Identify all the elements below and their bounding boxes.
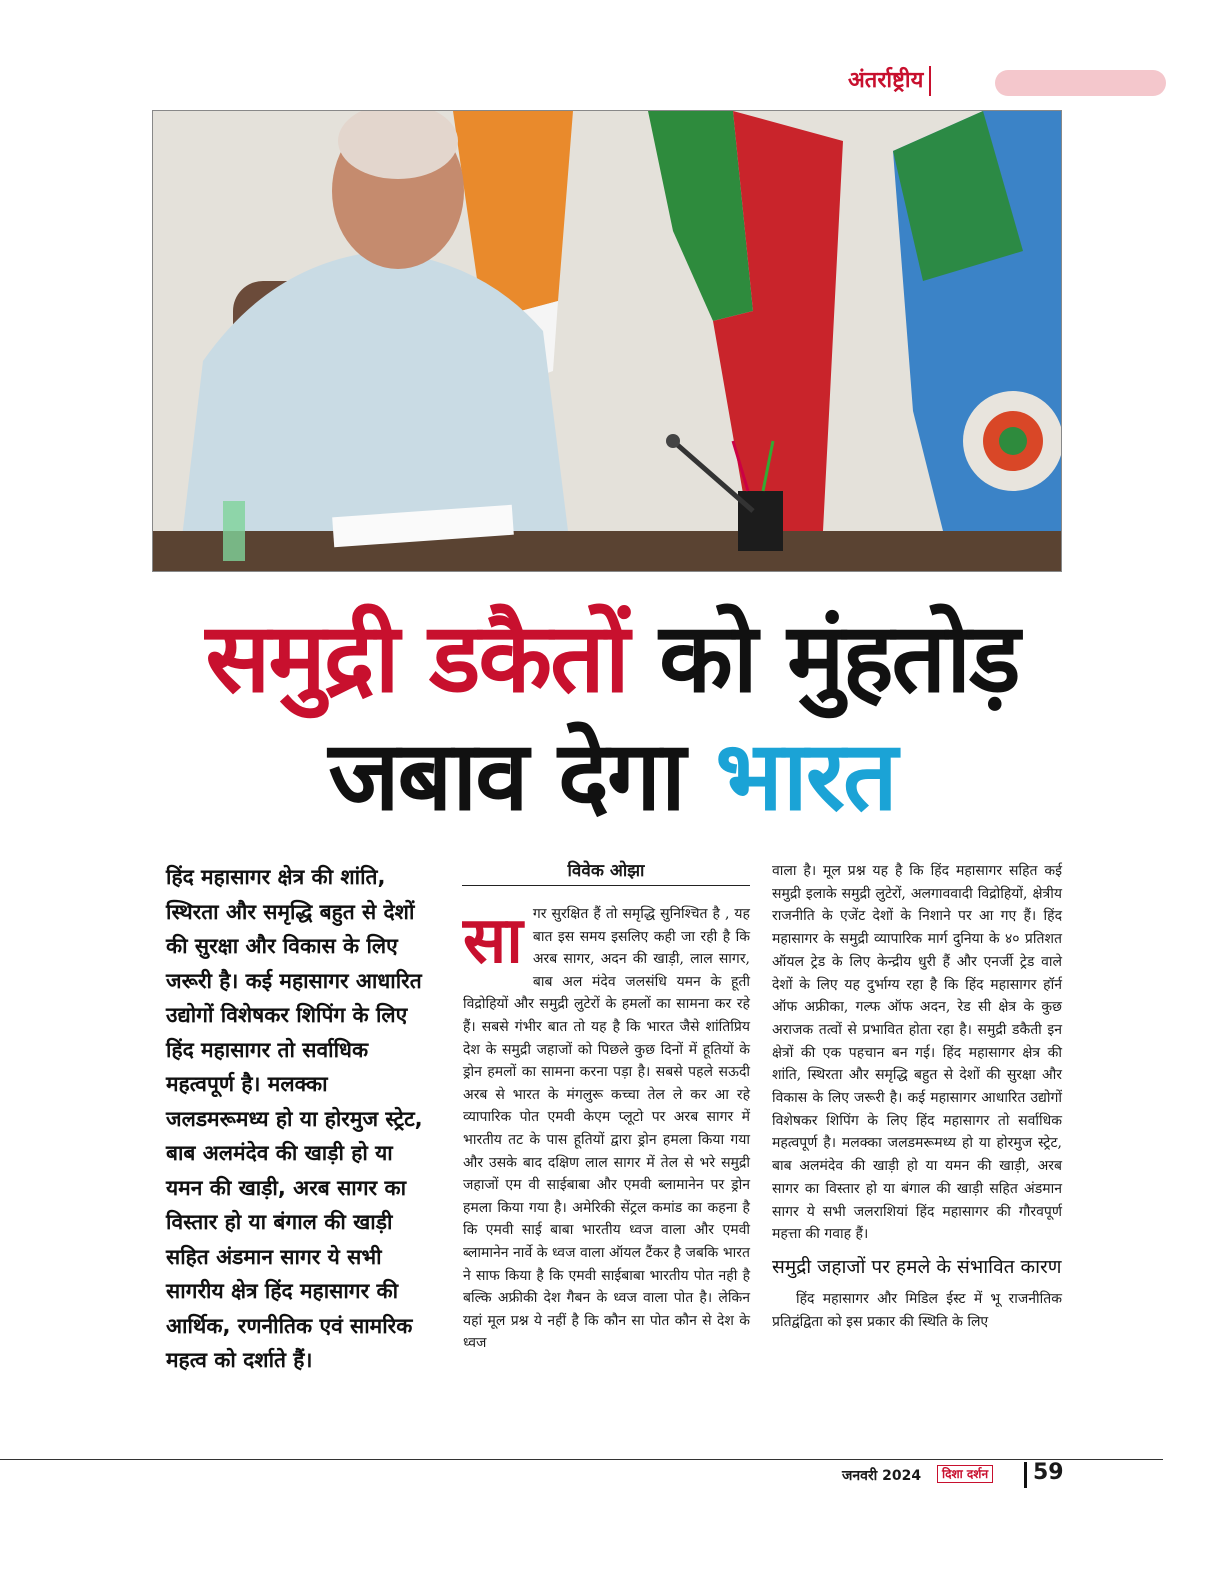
article-text-3: हिंद महासागर और मिडिल ईस्ट में भू राजनीतिक प्रतिद्वंद्विता को इस प्रकार की स्थिति के लिए bbox=[772, 1290, 1062, 1330]
lead-photo-illustration bbox=[153, 111, 1061, 571]
subheading: समुद्री जहाजों पर हमले के संभावित कारण bbox=[772, 1255, 1062, 1278]
pull-quote: हिंद महासागर क्षेत्र की शांति, स्थिरता और समृद्धि बहुत से देशों की सुरक्षा और विकास के लिए जरूरी है। कई महासागर आधारित उद्योगों विशेषकर शिपिंग के लिए हिंद महासागर तो सर्वाधिक महत्वपूर्ण है। मलक्का जलडमरूमध्य हो या होरमुज स्ट्रेट, बाब अलमंदेव की खाड़ी हो या यमन की खाड़ी, अरब सागर का विस्तार हो या बंगाल की खाड़ी सहित अंडमान सागर ये सभी सागरीय क्षेत्र हिंद महासागर की आर्थिक, रणनीतिक एवं सामरिक महत्व को दर्शाते हैं। bbox=[166, 865, 423, 1372]
byline: विवेक ओझा bbox=[462, 858, 750, 886]
headline-blue-part: भारत bbox=[715, 720, 896, 832]
headline-black-part: को मुंहतोड़ bbox=[659, 602, 1019, 714]
magazine-logo: दिशा दर्शन bbox=[937, 1465, 993, 1483]
footer-divider bbox=[1024, 1462, 1027, 1488]
headline-line-2 bbox=[0, 716, 1224, 836]
article-column-1 bbox=[463, 903, 750, 1355]
section-pill bbox=[995, 70, 1166, 96]
footer-date: जनवरी 2024 bbox=[842, 1468, 922, 1484]
article-text-1: गर सुरक्षित हैं तो समृद्धि सुनिश्चित है , यह बात इस समय इसलिए कही जा रही है कि अरब सागर, अदन की खाड़ी, लाल सागर, बाब अल मंदेव जलसंधि यमन के हूती विद्रोहियों और समुद्री लुटेरों के हमलों का सामना कर रहे हैं। सबसे गंभीर बात तो यह है कि भारत जैसे शांतिप्रिय देश के समुद्री जहाजों को पिछले कुछ दिनों में हूतियों के ड्रोन हमलों का सामना करना पड़ा है। सबसे पहले सऊदी अरब से भारत के मंगलुरू कच्चा तेल ले कर आ रहे व्यापारिक पोत एमवी केएम प्लूटो पर अरब सागर में भारतीय तट के पास हूतियों द्वारा ड्रोन हमला किया गया और उसके बाद दक्षिण लाल सागर में तेल से भरे समुद्री जहाजों एम वी साईबाबा और एमवी ब्लामानेन पर ड्रोन हमला किया गया है। अमेरिकी सेंट्रल कमांड का कहना है कि एमवी साई बाबा भारतीय ध्वज वाला और एमवी ब्लामानेन नार्वे के ध्वज वाला ऑयल टैंकर है जबकि भारत ने साफ किया है कि एमवी साईबाबा भारतीय पोत नही है बल्कि अफ्रीकी देश गैबन के ध्वज वाला पोत है। लेकिन यहां मूल प्रश्न ये नहीं है कि कौन सा पोत कौन से देश के ध्वज bbox=[463, 906, 750, 1352]
section-label: अंतर्राष्ट्रीय bbox=[848, 66, 931, 96]
article-text-2: वाला है। मूल प्रश्न यह है कि हिंद महासागर सहित कई समुद्री इलाके समुद्री लुटेरों, अलगाववादी विद्रोहियों, क्षेत्रीय राजनीति के एजेंट देशों के निशाने पर आ गए हैं। हिंद महासागर के समुद्री व्यापारिक मार्ग दुनिया के ४० प्रतिशत ऑयल ट्रेड के लिए केन्द्रीय धुरी हैं और एनर्जी ट्रेड वाले देशों के लिए यह दुर्भाग्य रहा है कि हिंद महासागर हॉर्न ऑफ अफ्रीका, गल्फ ऑफ अदन, रेड सी क्षेत्र के कुछ अराजक तत्वों से प्रभावित होता रहा है। समुद्री डकैती इन क्षेत्रों की एक पहचान बन गई। हिंद महासागर क्षेत्र की शांति, स्थिरता और समृद्धि बहुत से देशों की सुरक्षा और विकास के लिए जरूरी है। कई महासागर आधारित उद्योगों विशेषकर शिपिंग के लिए हिंद महासागर तो सर्वाधिक महत्वपूर्ण है। मलक्का जलडमरूमध्य हो या होरमुज स्ट्रेट, बाब अलमंदेव की खाड़ी हो या यमन की खाड़ी, अरब सागर का विस्तार हो या बंगाल की खाड़ी सहित अंडमान सागर ये सभी जलराशियां हिंद महासागर की गौरवपूर्ण महत्ता की गवाह हैं। bbox=[772, 863, 1062, 1243]
page-number: 59 bbox=[1033, 1460, 1064, 1485]
headline-line-1 bbox=[0, 598, 1224, 718]
headline-black-part-2: जबाव देगा bbox=[328, 720, 684, 832]
headline-red-part: समुद्री डकैतों bbox=[205, 602, 628, 714]
article-column-2 bbox=[772, 860, 1062, 1333]
lead-photo bbox=[152, 110, 1062, 572]
drop-cap: सा bbox=[463, 904, 523, 978]
footer-rule bbox=[0, 1459, 1163, 1460]
